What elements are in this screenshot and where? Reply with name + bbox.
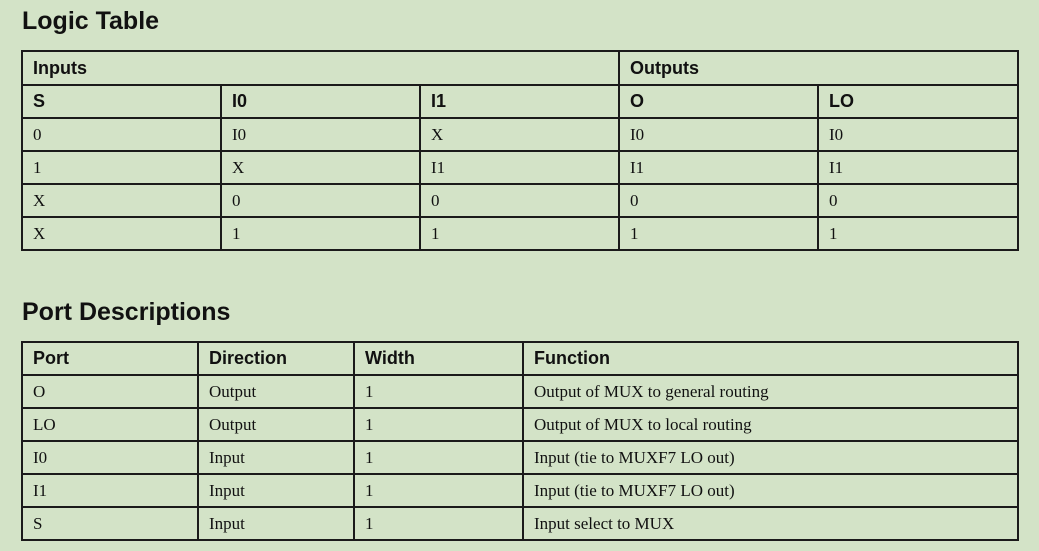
column-header-i1: I1: [420, 85, 619, 118]
table-cell: Input: [198, 507, 354, 540]
table-cell: O: [22, 375, 198, 408]
port-descriptions-table: [21, 341, 1019, 541]
table-cell: 0: [22, 118, 221, 151]
logic-table: [21, 50, 1019, 251]
port-table-column-header: [22, 342, 1018, 375]
table-cell: Output: [198, 408, 354, 441]
table-cell: 1: [354, 474, 523, 507]
table-cell: X: [221, 151, 420, 184]
table-cell: 0: [818, 184, 1018, 217]
table-cell: Input (tie to MUXF7 LO out): [523, 441, 1018, 474]
table-row: [22, 441, 1018, 474]
table-cell: I0: [221, 118, 420, 151]
table-cell: I1: [619, 151, 818, 184]
table-cell: X: [22, 184, 221, 217]
table-cell: X: [22, 217, 221, 250]
table-cell: LO: [22, 408, 198, 441]
table-cell: S: [22, 507, 198, 540]
table-cell: 1: [354, 375, 523, 408]
logic-table-title: Logic Table: [22, 7, 160, 35]
column-header-s: S: [22, 85, 221, 118]
table-cell: Input (tie to MUXF7 LO out): [523, 474, 1018, 507]
table-cell: 0: [420, 184, 619, 217]
table-cell: 0: [619, 184, 818, 217]
table-cell: 1: [22, 151, 221, 184]
port-descriptions-title: Port Descriptions: [22, 298, 231, 326]
column-header-direction: Direction: [198, 342, 354, 375]
table-cell: I1: [818, 151, 1018, 184]
table-cell: Output: [198, 375, 354, 408]
table-row: [22, 375, 1018, 408]
table-cell: 1: [221, 217, 420, 250]
table-cell: Input: [198, 441, 354, 474]
table-cell: Output of MUX to general routing: [523, 375, 1018, 408]
table-cell: Output of MUX to local routing: [523, 408, 1018, 441]
table-row: [22, 118, 1018, 151]
column-header-i0: I0: [221, 85, 420, 118]
table-cell: I0: [818, 118, 1018, 151]
table-row: [22, 507, 1018, 540]
table-cell: I0: [22, 441, 198, 474]
column-header-o: O: [619, 85, 818, 118]
table-row: [22, 408, 1018, 441]
table-row: [22, 151, 1018, 184]
table-cell: 1: [818, 217, 1018, 250]
table-cell: I1: [22, 474, 198, 507]
column-header-port: Port: [22, 342, 198, 375]
table-cell: 1: [354, 507, 523, 540]
column-header-lo: LO: [818, 85, 1018, 118]
table-cell: 1: [354, 408, 523, 441]
table-cell: 1: [619, 217, 818, 250]
outputs-group-header: Outputs: [619, 51, 1018, 85]
table-cell: 1: [354, 441, 523, 474]
column-header-width: Width: [354, 342, 523, 375]
table-row: [22, 217, 1018, 250]
table-cell: Input: [198, 474, 354, 507]
table-cell: X: [420, 118, 619, 151]
table-cell: I1: [420, 151, 619, 184]
logic-table-column-header: [22, 85, 1018, 118]
table-cell: 1: [420, 217, 619, 250]
table-row: [22, 474, 1018, 507]
column-header-function: Function: [523, 342, 1018, 375]
inputs-group-header: Inputs: [22, 51, 619, 85]
table-row: [22, 184, 1018, 217]
table-cell: Input select to MUX: [523, 507, 1018, 540]
logic-table-group-header: [22, 51, 1018, 85]
table-cell: 0: [221, 184, 420, 217]
table-cell: I0: [619, 118, 818, 151]
